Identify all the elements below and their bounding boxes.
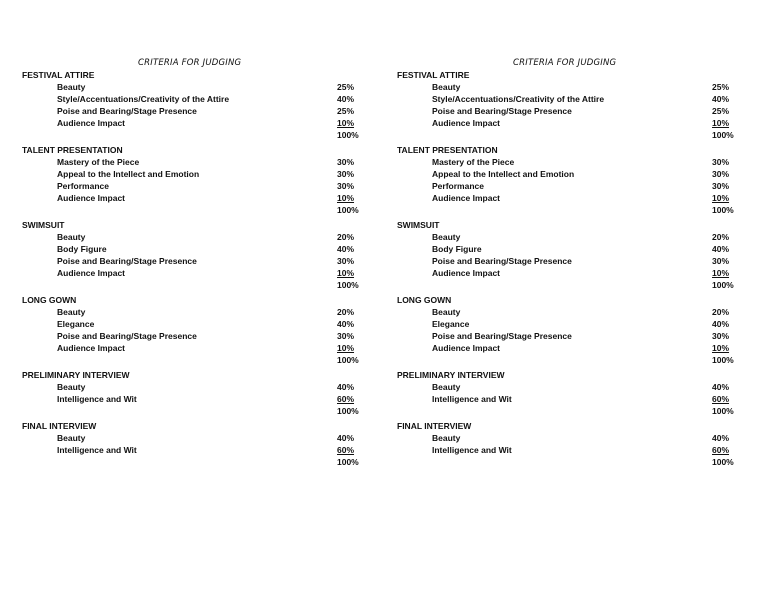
- section-total-row: [397, 279, 747, 291]
- criteria-label: Poise and Bearing/Stage Presence: [432, 106, 572, 116]
- criteria-label: Audience Impact: [432, 343, 501, 353]
- criteria-label: Poise and Bearing/Stage Presence: [432, 331, 572, 341]
- criteria-label: Beauty: [57, 82, 86, 92]
- criteria-percentage: 30%: [337, 181, 355, 191]
- criteria-title: CRITERIA FOR JUDGING: [513, 58, 617, 68]
- criteria-percentage: 40%: [337, 382, 355, 392]
- criteria-row: [22, 81, 372, 93]
- criteria-label: Beauty: [57, 232, 86, 242]
- criteria-row: [22, 231, 372, 243]
- criteria-row: [22, 432, 372, 444]
- section-total: 100%: [337, 457, 359, 467]
- criteria-label: Beauty: [432, 307, 461, 317]
- criteria-percentage: 10%: [712, 193, 730, 203]
- criteria-row: [22, 168, 372, 180]
- criteria-label: Intelligence and Wit: [57, 445, 137, 455]
- criteria-percentage: 40%: [712, 319, 730, 329]
- section-total: 100%: [337, 406, 359, 416]
- criteria-label: Audience Impact: [57, 343, 126, 353]
- section-title: PRELIMINARY INTERVIEW: [397, 370, 505, 380]
- section-title: TALENT PRESENTATION: [22, 145, 123, 155]
- criteria-label: Performance: [432, 181, 484, 191]
- criteria-percentage: 40%: [712, 382, 730, 392]
- criteria-row: [22, 180, 372, 192]
- criteria-percentage: 10%: [337, 343, 355, 353]
- criteria-label: Body Figure: [432, 244, 482, 254]
- section-total-row: [397, 204, 747, 216]
- criteria-label: Audience Impact: [57, 118, 126, 128]
- criteria-percentage: 10%: [712, 343, 730, 353]
- criteria-percentage: 40%: [712, 433, 730, 443]
- criteria-row: [22, 267, 372, 279]
- section-total: 100%: [337, 205, 359, 215]
- criteria-row: [397, 81, 747, 93]
- criteria-row: [22, 192, 372, 204]
- criteria-percentage: 30%: [712, 256, 730, 266]
- criteria-label: Mastery of the Piece: [57, 157, 140, 167]
- criteria-row: [397, 306, 747, 318]
- criteria-row: [22, 318, 372, 330]
- section-title: FINAL INTERVIEW: [22, 421, 97, 431]
- criteria-percentage: 60%: [337, 445, 355, 455]
- criteria-percentage: 25%: [712, 82, 730, 92]
- criteria-label: Beauty: [57, 307, 86, 317]
- criteria-percentage: 25%: [337, 106, 355, 116]
- criteria-label: Performance: [57, 181, 109, 191]
- criteria-row: [22, 342, 372, 354]
- criteria-row: [397, 318, 747, 330]
- section-title: LONG GOWN: [397, 295, 452, 305]
- criteria-label: Poise and Bearing/Stage Presence: [57, 331, 197, 341]
- criteria-label: Beauty: [57, 433, 86, 443]
- criteria-percentage: 30%: [712, 181, 730, 191]
- criteria-label: Beauty: [432, 232, 461, 242]
- criteria-label: Intelligence and Wit: [57, 394, 137, 404]
- criteria-percentage: 40%: [337, 319, 355, 329]
- criteria-row: [397, 255, 747, 267]
- criteria-percentage: 30%: [712, 157, 730, 167]
- section-total-row: [22, 354, 372, 366]
- criteria-label: Appeal to the Intellect and Emotion: [57, 169, 200, 179]
- section-total-row: [397, 405, 747, 417]
- criteria-label: Beauty: [432, 82, 461, 92]
- criteria-percentage: 60%: [712, 445, 730, 455]
- criteria-column-right: [397, 57, 747, 468]
- criteria-row: [22, 444, 372, 456]
- section-total-row: [22, 279, 372, 291]
- criteria-row: [397, 156, 747, 168]
- section-title: SWIMSUIT: [397, 220, 440, 230]
- criteria-label: Intelligence and Wit: [432, 394, 512, 404]
- criteria-row: [397, 192, 747, 204]
- criteria-percentage: 30%: [712, 331, 730, 341]
- section-title: TALENT PRESENTATION: [397, 145, 498, 155]
- section-total-row: [397, 129, 747, 141]
- criteria-percentage: 20%: [337, 232, 355, 242]
- section-total: 100%: [712, 406, 734, 416]
- criteria-row: [397, 180, 747, 192]
- criteria-percentage: 40%: [337, 94, 355, 104]
- criteria-row: [22, 243, 372, 255]
- criteria-row: [22, 117, 372, 129]
- criteria-row: [22, 156, 372, 168]
- criteria-row: [22, 306, 372, 318]
- criteria-percentage: 10%: [337, 193, 355, 203]
- criteria-label: Poise and Bearing/Stage Presence: [57, 106, 197, 116]
- criteria-percentage: 10%: [337, 268, 355, 278]
- criteria-percentage: 30%: [337, 331, 355, 341]
- criteria-row: [397, 117, 747, 129]
- criteria-label: Intelligence and Wit: [432, 445, 512, 455]
- criteria-percentage: 40%: [712, 244, 730, 254]
- section-total: 100%: [712, 355, 734, 365]
- criteria-row: [397, 393, 747, 405]
- section-total-row: [22, 405, 372, 417]
- criteria-label: Elegance: [432, 319, 470, 329]
- criteria-column-left: [22, 57, 372, 468]
- criteria-label: Mastery of the Piece: [432, 157, 515, 167]
- criteria-row: [397, 105, 747, 117]
- criteria-percentage: 10%: [712, 118, 730, 128]
- criteria-row: [397, 93, 747, 105]
- criteria-percentage: 40%: [337, 433, 355, 443]
- criteria-label: Poise and Bearing/Stage Presence: [57, 256, 197, 266]
- criteria-label: Beauty: [432, 382, 461, 392]
- criteria-percentage: 30%: [337, 157, 355, 167]
- criteria-percentage: 40%: [712, 94, 730, 104]
- criteria-percentage: 60%: [337, 394, 355, 404]
- section-total-row: [397, 354, 747, 366]
- criteria-row: [397, 267, 747, 279]
- criteria-label: Appeal to the Intellect and Emotion: [432, 169, 575, 179]
- criteria-row: [397, 342, 747, 354]
- criteria-row: [397, 381, 747, 393]
- section-title: SWIMSUIT: [22, 220, 65, 230]
- criteria-percentage: 20%: [337, 307, 355, 317]
- criteria-row: [397, 168, 747, 180]
- section-title: PRELIMINARY INTERVIEW: [22, 370, 130, 380]
- criteria-label: Elegance: [57, 319, 95, 329]
- criteria-label: Beauty: [432, 433, 461, 443]
- criteria-label: Poise and Bearing/Stage Presence: [432, 256, 572, 266]
- section-title: FESTIVAL ATTIRE: [22, 70, 95, 80]
- criteria-row: [397, 243, 747, 255]
- criteria-row: [397, 330, 747, 342]
- section-total: 100%: [337, 355, 359, 365]
- criteria-label: Audience Impact: [57, 268, 126, 278]
- criteria-row: [22, 93, 372, 105]
- criteria-row: [22, 105, 372, 117]
- criteria-row: [22, 381, 372, 393]
- criteria-percentage: 10%: [712, 268, 730, 278]
- criteria-percentage: 25%: [712, 106, 730, 116]
- section-total-row: [22, 129, 372, 141]
- criteria-percentage: 25%: [337, 82, 355, 92]
- criteria-row: [22, 330, 372, 342]
- criteria-row: [22, 255, 372, 267]
- section-total: 100%: [712, 205, 734, 215]
- criteria-row: [397, 444, 747, 456]
- section-total: 100%: [712, 130, 734, 140]
- section-total: 100%: [337, 130, 359, 140]
- section-total: 100%: [337, 280, 359, 290]
- criteria-percentage: 30%: [712, 169, 730, 179]
- criteria-percentage: 20%: [712, 307, 730, 317]
- criteria-percentage: 20%: [712, 232, 730, 242]
- criteria-percentage: 60%: [712, 394, 730, 404]
- criteria-label: Audience Impact: [432, 193, 501, 203]
- section-total-row: [22, 456, 372, 468]
- criteria-percentage: 10%: [337, 118, 355, 128]
- criteria-percentage: 30%: [337, 256, 355, 266]
- criteria-label: Style/Accentuations/Creativity of the Attire: [57, 94, 230, 104]
- criteria-label: Audience Impact: [57, 193, 126, 203]
- section-title: FINAL INTERVIEW: [397, 421, 472, 431]
- criteria-row: [22, 393, 372, 405]
- section-total-row: [22, 204, 372, 216]
- section-total-row: [397, 456, 747, 468]
- section-title: FESTIVAL ATTIRE: [397, 70, 470, 80]
- criteria-label: Body Figure: [57, 244, 107, 254]
- section-total: 100%: [712, 457, 734, 467]
- criteria-row: [397, 432, 747, 444]
- criteria-percentage: 40%: [337, 244, 355, 254]
- criteria-label: Audience Impact: [432, 118, 501, 128]
- criteria-title: CRITERIA FOR JUDGING: [138, 58, 242, 68]
- section-title: LONG GOWN: [22, 295, 77, 305]
- section-total: 100%: [712, 280, 734, 290]
- criteria-label: Style/Accentuations/Creativity of the Attire: [432, 94, 605, 104]
- criteria-row: [397, 231, 747, 243]
- criteria-label: Beauty: [57, 382, 86, 392]
- criteria-label: Audience Impact: [432, 268, 501, 278]
- criteria-percentage: 30%: [337, 169, 355, 179]
